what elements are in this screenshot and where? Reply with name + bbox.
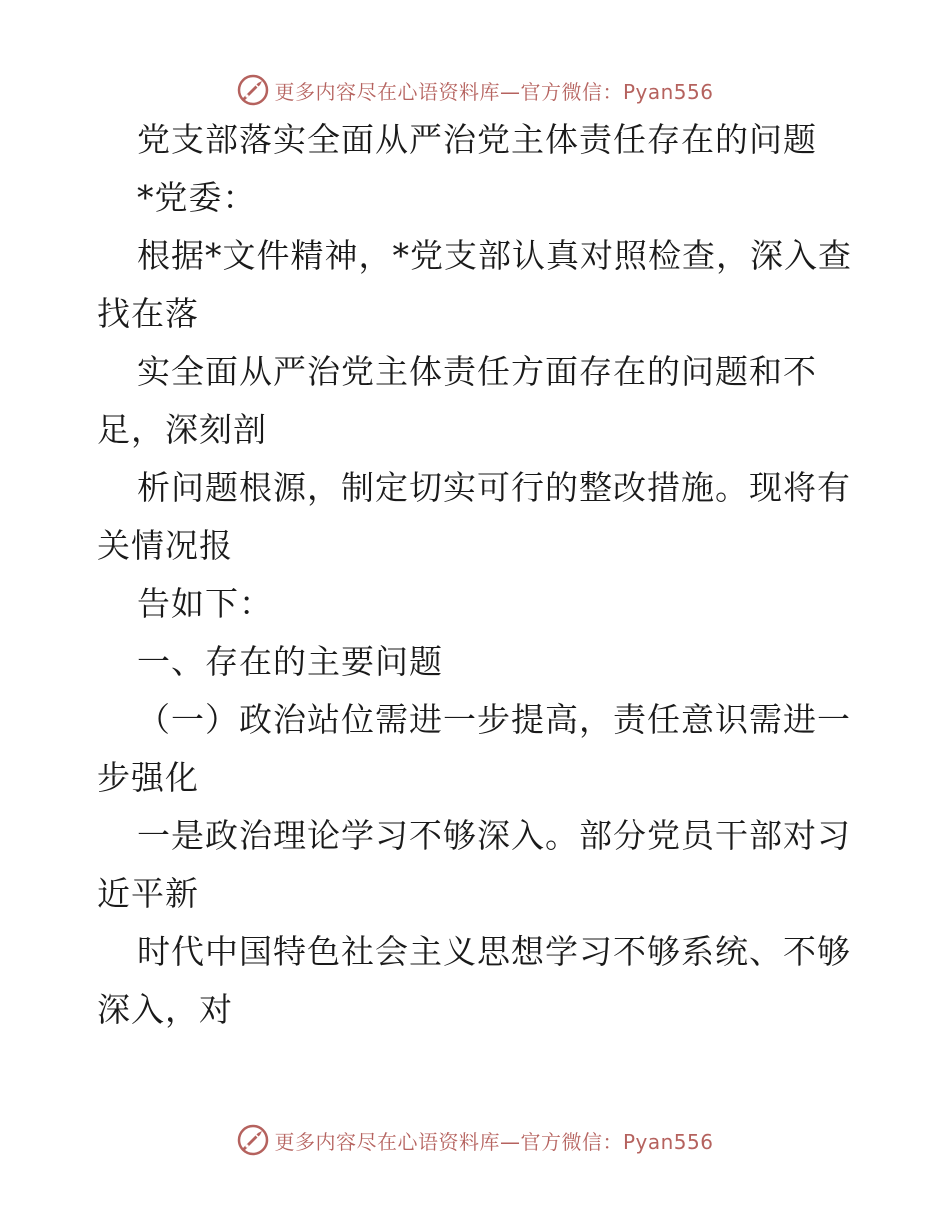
- paragraph-line: 深入，对: [97, 990, 233, 1029]
- paragraph-line: 析问题根源，制定切实可行的整改措施。现将有: [137, 468, 851, 507]
- document-title: 党支部落实全面从严治党主体责任存在的问题: [137, 120, 817, 159]
- paragraph-line: 告如下：: [137, 584, 273, 623]
- pen-nib-logo-icon: [236, 1123, 270, 1157]
- paragraph-line: 足，深刻剖: [97, 410, 267, 449]
- paragraph-line: 一是政治理论学习不够深入。部分党员干部对习: [137, 816, 851, 855]
- paragraph-line: 近平新: [97, 874, 199, 913]
- section-heading: 一、存在的主要问题: [137, 642, 443, 681]
- paragraph-line: 找在落: [97, 294, 199, 333]
- paragraph-line: 实全面从严治党主体责任方面存在的问题和不: [137, 352, 817, 391]
- pen-nib-logo-icon: [236, 73, 270, 107]
- subsection-heading: 步强化: [97, 758, 199, 797]
- watermark-text: 更多内容尽在心语资料库—官方微信：Pyan556: [274, 1129, 714, 1154]
- paragraph-line: 关情况报: [97, 526, 233, 565]
- watermark-text: 更多内容尽在心语资料库—官方微信：Pyan556: [274, 79, 714, 104]
- paragraph-line: 时代中国特色社会主义思想学习不够系统、不够: [137, 932, 851, 971]
- footer-watermark: [0, 1120, 950, 1160]
- subsection-heading: （一）政治站位需进一步提高，责任意识需进一: [137, 700, 851, 739]
- salutation: *党委：: [137, 178, 257, 217]
- paragraph-line: 根据*文件精神，*党支部认真对照检查，深入查: [137, 236, 852, 275]
- header-watermark: [0, 70, 950, 110]
